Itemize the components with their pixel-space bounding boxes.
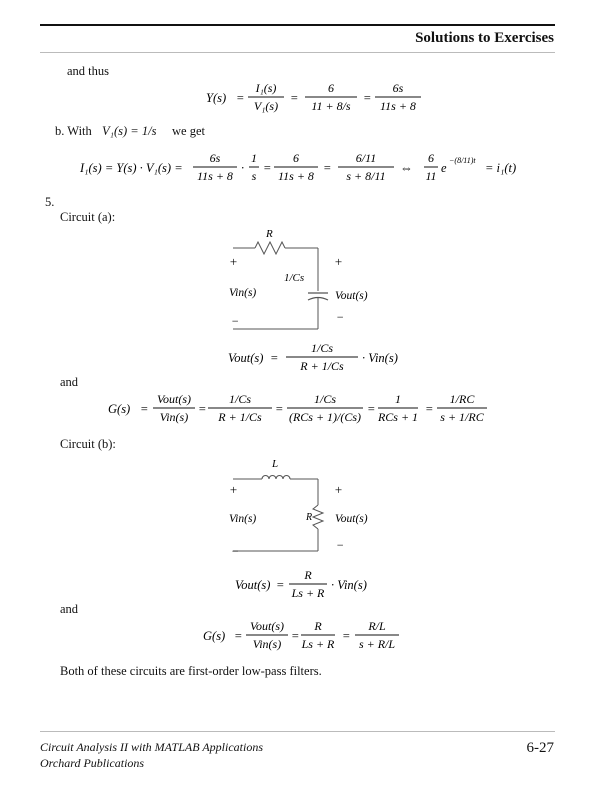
- eq2-exponent: −(8/11)t: [449, 156, 476, 165]
- circuit-b-plus-right: +: [334, 482, 343, 497]
- eq2-f1-num: 6s: [209, 151, 221, 165]
- svg-text:Vout(s): Vout(s): [228, 351, 264, 365]
- svg-text:R: R: [304, 568, 312, 582]
- equation-circuit-b-transfer: [0, 616, 598, 656]
- eq1-f2-num: 6: [328, 81, 334, 95]
- eq2-f3-num: 6: [293, 151, 299, 165]
- header-divider: [40, 52, 555, 53]
- conclusion-text: Both of these circuits are first-order low-pass filters.: [60, 664, 322, 678]
- part-b-tail: we get: [172, 124, 205, 138]
- eq1-eq1: =: [236, 91, 245, 105]
- equation-circuit-b-vout: [0, 567, 598, 605]
- eq2-f5-den: 11: [425, 169, 437, 183]
- svg-text:1/RC: 1/RC: [449, 392, 475, 406]
- circuit-a-vin: Vin(s): [229, 287, 257, 299]
- eq2-f4-den: s + 8/11: [346, 169, 386, 183]
- intro-text: and thus: [67, 64, 110, 78]
- circuit-a-diagram: [0, 225, 598, 340]
- and-text-1: and: [60, 375, 79, 389]
- circuit-b-l-label: L: [272, 458, 279, 470]
- svg-text:Vin(s): Vin(s): [252, 637, 282, 651]
- circuit-a-r-label: R: [266, 228, 273, 240]
- svg-text:Ls + R: Ls + R: [291, 586, 325, 600]
- svg-text:R: R: [314, 619, 322, 633]
- circuit-a-vout: Vout(s): [335, 290, 368, 302]
- footer-publisher: Orchard Publications: [40, 756, 145, 770]
- problem-number: 5.: [45, 195, 55, 209]
- eq2-rhs: = i₁(t): [485, 161, 517, 175]
- circuit-b-r-label: R: [306, 512, 313, 523]
- svg-text:=: =: [425, 402, 434, 416]
- circuit-a-minus-right: −: [336, 310, 345, 324]
- equation-circuit-a-transfer: [0, 389, 598, 429]
- circuit-b-minus-right: −: [336, 538, 345, 552]
- eq1-f1-den: V₁(s): [253, 99, 279, 113]
- eq1-f3-den: 11s + 8: [380, 99, 416, 113]
- page-header-title: Solutions to Exercises: [415, 30, 554, 46]
- equation-current: [0, 148, 598, 188]
- svg-text:=: =: [290, 91, 299, 105]
- svg-text:=: =: [275, 402, 284, 416]
- svg-text:1/Cs: 1/Cs: [310, 341, 334, 355]
- svg-text:Vout(s): Vout(s): [157, 392, 191, 406]
- eq1-f2-den: 11 + 8/s: [311, 99, 351, 113]
- svg-text:1/Cs: 1/Cs: [228, 392, 252, 406]
- svg-text:(RCs + 1)/(Cs): (RCs + 1)/(Cs): [288, 410, 362, 424]
- svg-text:=: =: [276, 578, 285, 592]
- eq2-f4-num: 6/11: [355, 151, 377, 165]
- circuit-a-cap-label: 1/Cs: [284, 272, 305, 284]
- circuit-a-label: Circuit (a):: [60, 210, 116, 224]
- svg-text:Vout(s): Vout(s): [250, 619, 284, 633]
- circuit-a-plus-right: +: [334, 254, 343, 269]
- circuit-b-label: Circuit (b):: [60, 437, 116, 451]
- svg-text:=: =: [291, 629, 300, 643]
- circuit-a-plus-left: +: [229, 254, 238, 269]
- svg-text:=: =: [140, 402, 149, 416]
- eq1-f1-num: I₁(s): [255, 81, 277, 95]
- eq2-f1-den: 11s + 8: [197, 169, 233, 183]
- svg-text:=: =: [342, 629, 351, 643]
- equation-admittance: [0, 78, 598, 116]
- circuit-b-inductor: [233, 476, 318, 480]
- eq2-f3-den: 11s + 8: [278, 169, 314, 183]
- svg-text:=: =: [263, 161, 272, 175]
- header-rule: [40, 24, 555, 26]
- svg-text:R + 1/Cs: R + 1/Cs: [218, 410, 262, 424]
- svg-text:Ls + R: Ls + R: [301, 637, 335, 651]
- circuit-b-plus-left: +: [229, 482, 238, 497]
- eq2-f2-den: s: [251, 169, 257, 183]
- svg-text:·: ·: [241, 161, 245, 175]
- circuit-a-resistor: [233, 242, 318, 254]
- svg-text:=: =: [234, 629, 243, 643]
- svg-text:RCs + 1: RCs + 1: [377, 410, 419, 424]
- svg-text:G(s): G(s): [108, 402, 131, 416]
- and-text-2: and: [60, 602, 79, 616]
- part-b-condition: V₁(s) = 1/s: [102, 124, 157, 138]
- svg-text:R/L: R/L: [368, 619, 386, 633]
- svg-text:Vin(s): Vin(s): [159, 410, 189, 424]
- footer-divider: [40, 731, 555, 732]
- footer-book-title: Circuit Analysis II with MATLAB Applications: [40, 740, 264, 754]
- svg-text:e: e: [441, 161, 447, 175]
- svg-text:G(s): G(s): [203, 629, 226, 643]
- circuit-b-minus-left: −: [231, 544, 240, 558]
- svg-text:s + R/L: s + R/L: [358, 637, 396, 651]
- svg-text:=: =: [198, 402, 207, 416]
- svg-text:1: 1: [395, 392, 401, 406]
- eq2-f2-num: 1: [251, 151, 257, 165]
- eq2-f5-num: 6: [428, 151, 434, 165]
- svg-text:=: =: [323, 161, 332, 175]
- svg-text:Vout(s): Vout(s): [235, 578, 271, 592]
- svg-text:=: =: [363, 91, 372, 105]
- svg-text:· Vin(s): · Vin(s): [331, 578, 367, 592]
- page-number: 6-27: [526, 740, 554, 756]
- svg-text:=: =: [270, 351, 279, 365]
- circuit-b-resistor: [313, 505, 323, 529]
- svg-text:· Vin(s): · Vin(s): [362, 351, 398, 365]
- eq1-lhs: Y(s): [206, 91, 227, 105]
- circuit-b-vout: Vout(s): [335, 513, 368, 525]
- svg-text:s + 1/RC: s + 1/RC: [440, 410, 484, 424]
- eq2-lhs: I₁(s) = Y(s) · V₁(s) =: [80, 161, 183, 175]
- part-b-label: b. With: [55, 124, 92, 138]
- equation-circuit-a-vout: [0, 340, 598, 378]
- svg-text:=: =: [367, 402, 376, 416]
- circuit-a-minus-left: −: [231, 314, 240, 328]
- svg-text:1/Cs: 1/Cs: [313, 392, 337, 406]
- eq2-equivalence: ⇔: [400, 160, 413, 175]
- eq1-f3-num: 6s: [392, 81, 404, 95]
- circuit-b-diagram: [0, 455, 598, 565]
- circuit-b-vin: Vin(s): [229, 513, 257, 525]
- svg-text:R + 1/Cs: R + 1/Cs: [300, 359, 344, 373]
